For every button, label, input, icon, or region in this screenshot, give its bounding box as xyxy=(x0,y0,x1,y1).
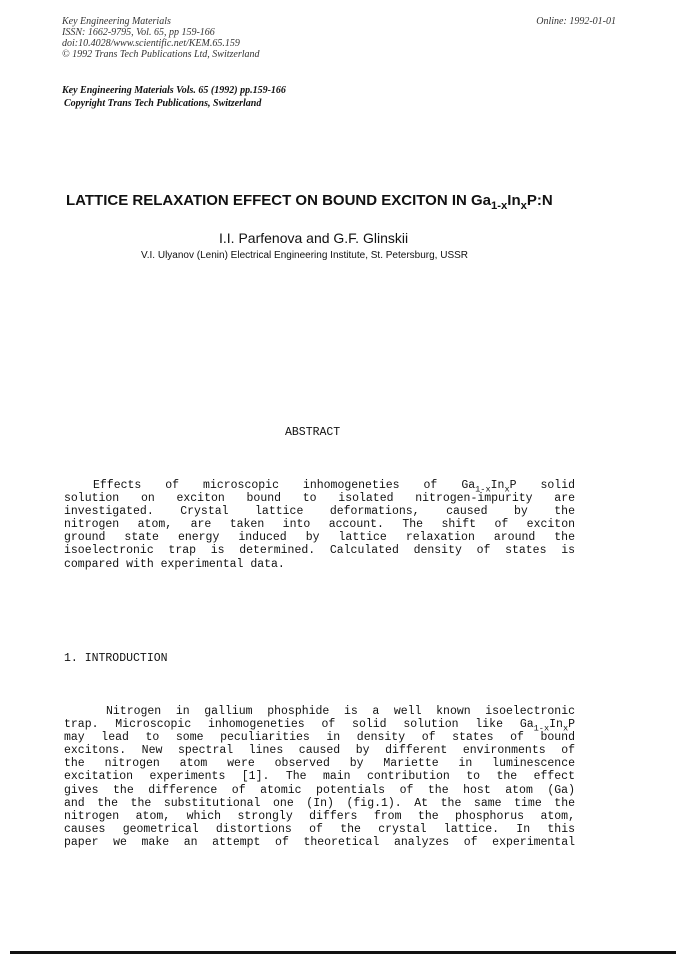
abstract-body xyxy=(64,479,575,571)
intro-line: Nitrogen in gallium phosphide is a well known isoelectronic xyxy=(106,705,575,718)
intro-line: gives the difference of atomic potentials of the host atom (Ga) xyxy=(64,783,575,797)
intro-line: paper we make an attempt of theoretical analyzes of experimental xyxy=(64,835,575,849)
abstract-line: investigated. Crystal lattice deformations, caused by the xyxy=(64,505,575,519)
intro-line: excitons. New spectral lines caused by different environments of xyxy=(64,744,575,758)
abstract-heading: ABSTRACT xyxy=(285,426,341,439)
intro-line: the nitrogen atom were observed by Mariette in luminescence xyxy=(64,757,575,771)
introduction-body xyxy=(64,705,575,849)
intro-line: trap. Microscopic inhomogeneties of solid solution like $Ga_{1-x}In_xP$ xyxy=(64,718,576,734)
intro-line: nitrogen atom, which strongly differs from the phosphorus atom, xyxy=(64,809,575,823)
intro-line: causes geometrical distortions of the crystal lattice. In this xyxy=(64,822,575,836)
chem-formula: $Ga_{1-x}In_xP$ xyxy=(461,479,517,495)
abstract-line: Effects of microscopic inhomogeneties of $Ga_{1-x}In_xP$ solid xyxy=(93,479,576,495)
introduction-heading: 1. INTRODUCTION xyxy=(64,652,168,665)
abstract-line: solution on exciton bound to isolated nitrogen-impurity are xyxy=(64,492,575,506)
abstract-line: nitrogen atom, are taken into account. The shift of exciton xyxy=(64,518,575,532)
chem-formula: $Ga_{1-x}In_xP$ xyxy=(519,718,576,734)
journal-meta xyxy=(62,16,260,60)
issn-line: ISSN: 1662-9795, Vol. 65, pp 159-166 xyxy=(62,27,215,38)
intro-line: excitation experiments [1]. The main contribution to the effect xyxy=(64,770,575,784)
copyright-line: © 1992 Trans Tech Publications Ltd, Switzerland xyxy=(62,49,260,60)
journal-name: Key Engineering Materials xyxy=(62,16,171,27)
abstract-line: compared with experimental data. xyxy=(64,557,285,571)
intro-line: may lead to some peculiarities in density of states of bound xyxy=(64,731,575,745)
paper-title: LATTICE RELAXATION EFFECT ON BOUND EXCITON IN $Ga_{1-x}In_xP:N$ xyxy=(66,192,553,212)
paper-affiliation: V.I. Ulyanov (Lenin) Electrical Engineering Institute, St. Petersburg, USSR xyxy=(141,250,469,261)
online-date: Online: 1992-01-01 xyxy=(536,16,616,27)
paper-authors: I.I. Parfenova and G.F. Glinskii xyxy=(219,230,409,246)
doi-line: doi:10.4028/www.scientific.net/KEM.65.159 xyxy=(62,38,240,49)
print-header-volume: Key Engineering Materials Vols. 65 (1992) pp.159-166 xyxy=(62,85,286,96)
bottom-rule xyxy=(10,951,676,954)
print-header-copyright: Copyright Trans Tech Publications, Switzerland xyxy=(64,98,262,109)
abstract-line: isoelectronic trap is determined. Calculated density of states is xyxy=(64,544,575,558)
intro-line: and the the substitutional one (In) (fig.1). At the same time the xyxy=(64,796,575,810)
abstract-line: ground state energy induced by lattice relaxation around the xyxy=(64,531,575,545)
print-header xyxy=(62,84,286,110)
